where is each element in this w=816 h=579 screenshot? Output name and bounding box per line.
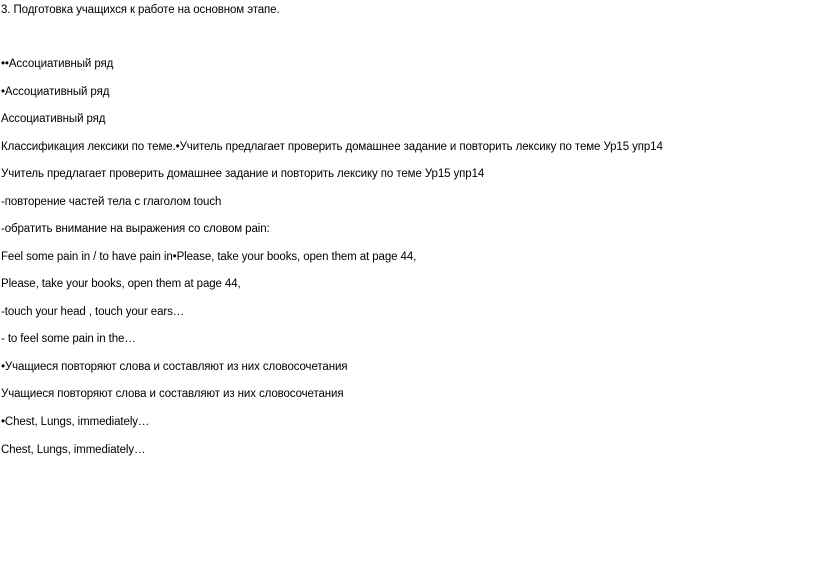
text-line: -обратить внимание на выражения со словом pain: [1,223,270,235]
text-line: -touch your head , touch your ears… [1,306,185,318]
text-line: Feel some pain in / to have pain in•Please, take your books, open them at page 44, [1,251,417,263]
text-line: Please, take your books, open them at page 44, [1,278,241,290]
text-line: Ассоциативный ряд [1,113,106,125]
text-line: -повторение частей тела с глаголом touch [1,196,222,208]
text-line: •Учащиеся повторяют слова и составляют из них словосочетания [1,361,348,373]
text-line: ••Ассоциативный ряд [1,58,114,70]
text-line: Chest, Lungs, immediately… [1,444,146,456]
text-line: •Ассоциативный ряд [1,86,110,98]
section-heading: 3. Подготовка учащихся к работе на основном этапе. [1,4,280,16]
text-line: Учащиеся повторяют слова и составляют из них словосочетания [1,388,344,400]
text-line: •Chest, Lungs, immediately… [1,416,150,428]
text-line: Учитель предлагает проверить домашнее задание и повторить лексику по теме Ур15 упр14 [1,168,485,180]
text-line: - to feel some pain in the… [1,333,136,345]
text-line: Классификация лексики по теме.•Учитель предлагает проверить домашнее задание и повторить лексику по теме Ур15 упр14 [1,141,663,153]
